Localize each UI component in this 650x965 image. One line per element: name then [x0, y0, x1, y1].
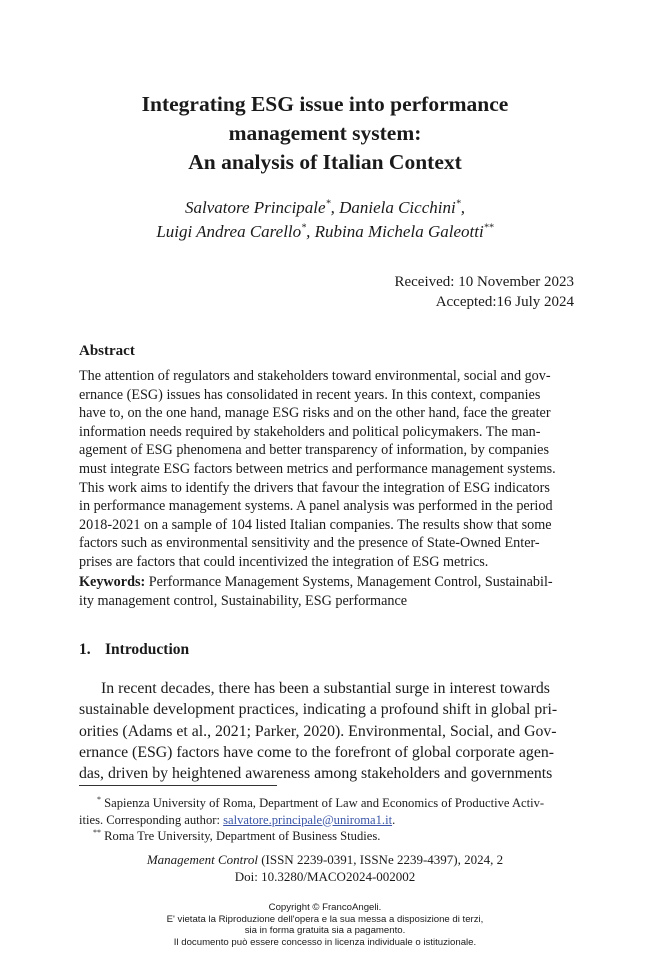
author-name: Luigi Andrea Carello — [156, 222, 302, 241]
affiliation-mark: * — [455, 198, 461, 210]
paragraph-line: das, driven by heightened awareness among stakeholders and governments — [79, 765, 553, 783]
keywords-line-2: ity management control, Sustainability, ESG performance — [79, 592, 408, 609]
journal-doi: Doi: 10.3280/MACO2024-002002 — [234, 869, 416, 884]
section-heading — [79, 641, 189, 659]
journal-details: (ISSN 2239-0391, ISSNe 2239-4397), 2024, 2 — [257, 852, 504, 867]
accepted-date: Accepted:16 July 2024 — [435, 294, 574, 310]
footnote-mark: * — [97, 794, 101, 804]
author-name: Daniela Cicchini — [339, 198, 456, 217]
submission-dates — [394, 272, 574, 312]
author-name: Salvatore Principale — [185, 198, 326, 217]
abstract-line: information needs required by stakeholders and political policymakers. The man- — [79, 423, 541, 440]
section-number: 1. — [79, 641, 91, 658]
section-title: Introduction — [105, 641, 190, 658]
abstract-body — [79, 367, 575, 572]
paper-title — [0, 90, 650, 177]
abstract-line: factors such as environmental sensitivity and the presence of State-Owned Enter- — [79, 535, 540, 552]
abstract-line: prises are factors that could incentivized the integration of ESG metrics. — [79, 553, 489, 570]
footnote-mark: ** — [93, 827, 101, 837]
affiliation-mark: * — [325, 198, 331, 210]
introduction-body — [79, 678, 575, 784]
author-separator: , — [306, 222, 315, 241]
abstract-line: This work aims to identify the drivers that favour the integration of ESG indicators — [79, 479, 550, 496]
copyright-line-4: Il documento può essere concesso in licenza individuale o istituzionale. — [173, 936, 477, 948]
author-separator: , — [330, 198, 340, 217]
corresponding-author-email-link[interactable]: salvatore.principale@uniroma1.it — [223, 812, 393, 827]
footnote-text: Roma Tre University, Department of Business Studies. — [101, 829, 381, 843]
author-name: Rubina Michela Galeotti — [314, 222, 484, 241]
keywords-label: Keywords: — [79, 574, 146, 590]
footnote-1-line-2 — [79, 812, 579, 829]
abstract-line: must integrate ESG factors between metrics and performance management systems. — [79, 460, 556, 477]
footnote-text: . — [392, 812, 396, 827]
keywords-text: Performance Management Systems, Management Control, Sustainabil- — [145, 574, 553, 590]
abstract-line: The attention of regulators and stakeholders toward environmental, social and gov- — [79, 368, 551, 384]
paragraph-line: sustainable development practices, indicating a profound shift in global pri- — [79, 701, 558, 719]
affiliation-mark: * — [301, 222, 307, 234]
footnote-divider — [79, 785, 277, 786]
title-line-3: An analysis of Italian Context — [188, 150, 462, 174]
received-date: Received: 10 November 2023 — [394, 274, 574, 290]
abstract-line: agement of ESG phenomena and better transparency of information, by companies — [79, 442, 550, 459]
keywords — [79, 573, 575, 610]
journal-info — [0, 851, 650, 885]
footnote-1-line-1 — [79, 795, 579, 812]
journal-name: Management Control — [146, 852, 258, 867]
abstract-heading: Abstract — [79, 343, 135, 359]
abstract-line: in performance management systems. A panel analysis was performed in the period — [79, 498, 553, 515]
footnote-text: ities. Corresponding author: — [79, 812, 224, 827]
abstract-line: ernance (ESG) issues has consolidated in recent years. In this context, companies — [79, 386, 541, 403]
footnote-2 — [79, 828, 579, 845]
abstract-line: have to, on the one hand, manage ESG risks and on the other hand, face the greater — [79, 405, 551, 422]
journal-citation — [0, 851, 650, 868]
copyright-notice — [0, 902, 650, 948]
copyright-line-2: E' vietata la Riproduzione dell'opera e la sua messa a disposizione di terzi, — [166, 913, 484, 925]
footnotes — [79, 795, 579, 845]
title-line-1: Integrating ESG issue into performance — [141, 92, 509, 116]
author-list — [0, 196, 650, 244]
footnote-text: Sapienza University of Roma, Department of Law and Economics of Productive Activ- — [101, 796, 545, 810]
title-line-2: management system: — [228, 121, 422, 145]
author-line-1 — [0, 196, 650, 220]
copyright-line-3: sia in forma gratuita sia a pagamento. — [244, 925, 406, 937]
author-separator: , — [460, 198, 465, 217]
copyright-line-1: Copyright © FrancoAngeli. — [268, 902, 382, 913]
author-line-2 — [0, 220, 650, 244]
abstract-line: 2018-2021 on a sample of 104 listed Italian companies. The results show that some — [79, 516, 552, 533]
affiliation-mark: ** — [483, 222, 494, 234]
paragraph-line: orities (Adams et al., 2021; Parker, 2020). Environmental, Social, and Gov- — [79, 722, 557, 740]
paragraph-line: In recent decades, there has been a substantial surge in interest towards — [101, 680, 550, 697]
keywords-line-1 — [79, 573, 575, 592]
paragraph-line: ernance (ESG) factors have come to the forefront of global corporate agen- — [79, 743, 555, 761]
